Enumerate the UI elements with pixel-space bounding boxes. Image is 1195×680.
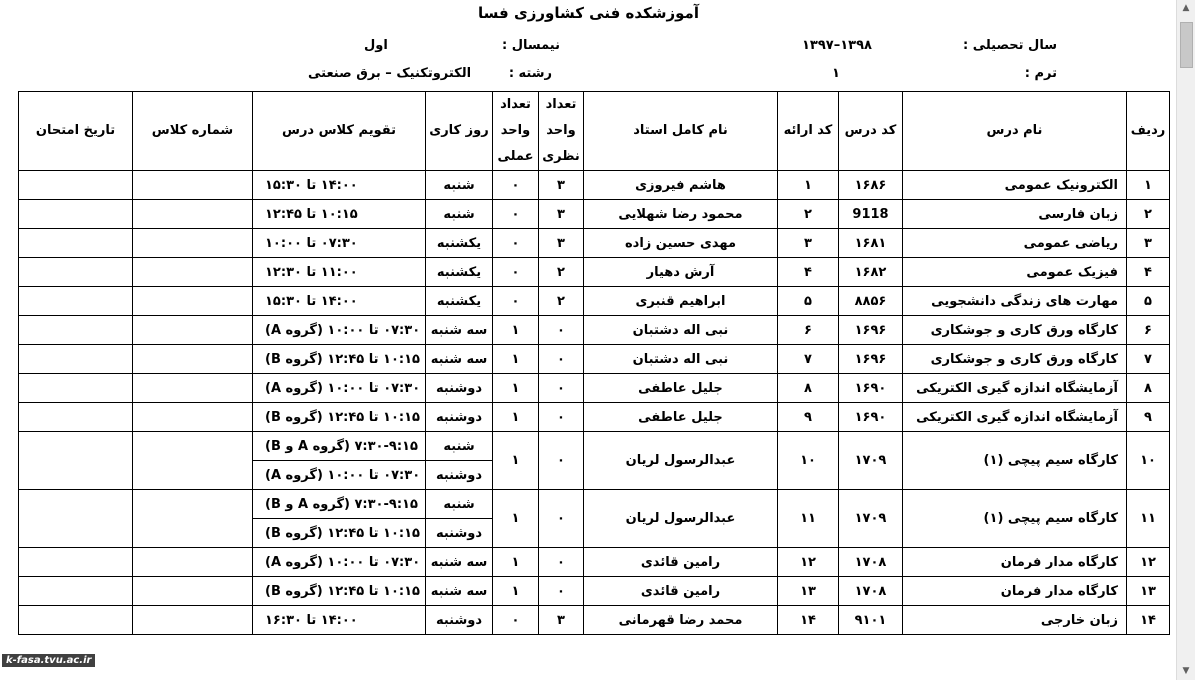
class-schedule: ۰۷:۳۰ تا ۱۰:۰۰ (گروه A) (253, 461, 426, 490)
table-row (19, 432, 1170, 461)
course-name: مهارت های زندگی دانشجویی (903, 287, 1127, 316)
class-schedule: ۱۴:۰۰ تا ۱۶:۳۰ (253, 606, 426, 635)
exam-cell (19, 577, 133, 606)
course-name: کارگاه سیم پیچی (۱) (903, 432, 1127, 490)
teacher-name: آرش دهیار (584, 258, 778, 287)
class-schedule: ۱۰:۱۵ تا ۱۲:۴۵ (گروه B) (253, 519, 426, 548)
theory-units: ۳ (539, 606, 584, 635)
class-schedule: ۱۰:۱۵ تا ۱۲:۴۵ (گروه B) (253, 577, 426, 606)
practical-units: ۰ (493, 229, 539, 258)
semester-value: اول (364, 38, 388, 53)
row-number: ۷ (1127, 345, 1170, 374)
room-cell (133, 606, 253, 635)
teacher-name: هاشم فیروزی (584, 171, 778, 200)
room-cell (133, 258, 253, 287)
vertical-scrollbar[interactable] (1176, 0, 1195, 680)
course-name: کارگاه مدار فرمان (903, 577, 1127, 606)
exam-cell (19, 432, 133, 490)
class-schedule: ۰۷:۳۰ تا ۱۰:۰۰ (گروه A) (253, 374, 426, 403)
theory-units: ۲ (539, 287, 584, 316)
offer-code: ۱۰ (778, 432, 839, 490)
class-day: سه شنبه (426, 548, 493, 577)
academic-year-label: سال تحصیلی : (962, 38, 1057, 53)
col-teacher-header: نام کامل استاد (584, 92, 778, 171)
practical-units: ۱ (493, 374, 539, 403)
class-day: شنبه (426, 171, 493, 200)
scroll-up-icon[interactable]: ▲ (1182, 3, 1190, 13)
course-code: ۹۱۰۱ (839, 606, 903, 635)
practical-units: ۱ (493, 432, 539, 490)
class-schedule: ۱۰:۱۵ تا ۱۲:۴۵ (253, 200, 426, 229)
room-cell (133, 490, 253, 548)
class-day: دوشنبه (426, 606, 493, 635)
offer-code: ۱۱ (778, 490, 839, 548)
semester-label: نیمسال : (501, 38, 560, 53)
theory-units: ۰ (539, 345, 584, 374)
row-number: ۱۲ (1127, 548, 1170, 577)
course-name: کارگاه سیم پیچی (۱) (903, 490, 1127, 548)
theory-units: ۰ (539, 548, 584, 577)
course-code: ۱۷۰۹ (839, 432, 903, 490)
col-offer-code-header: کد ارائه (778, 92, 839, 171)
col-row-header: ردیف (1127, 92, 1170, 171)
room-cell (133, 345, 253, 374)
table-header-row (19, 92, 1170, 171)
room-cell (133, 200, 253, 229)
col-schedule-header: تقویم کلاس درس (253, 92, 426, 171)
teacher-name: جلیل عاطفی (584, 374, 778, 403)
class-day: یکشنبه (426, 287, 493, 316)
class-schedule: ۱۰:۱۵ تا ۱۲:۴۵ (گروه B) (253, 403, 426, 432)
course-name: زبان خارجی (903, 606, 1127, 635)
theory-units: ۰ (539, 403, 584, 432)
row-number: ۱۴ (1127, 606, 1170, 635)
row-number: ۸ (1127, 374, 1170, 403)
practical-units: ۰ (493, 258, 539, 287)
practical-units: ۰ (493, 200, 539, 229)
teacher-name: ابراهیم قنبری (584, 287, 778, 316)
practical-units: ۰ (493, 171, 539, 200)
exam-cell (19, 229, 133, 258)
course-name: ریاضی عمومی (903, 229, 1127, 258)
col-room-header: شماره کلاس (133, 92, 253, 171)
table-row (19, 200, 1170, 229)
scroll-down-icon[interactable]: ▼ (1182, 666, 1190, 676)
term-value: ۱ (832, 66, 840, 81)
offer-code: ۳ (778, 229, 839, 258)
practical-units: ۱ (493, 548, 539, 577)
table-row (19, 548, 1170, 577)
row-number: ۳ (1127, 229, 1170, 258)
teacher-name: جلیل عاطفی (584, 403, 778, 432)
room-cell (133, 229, 253, 258)
exam-cell (19, 287, 133, 316)
row-number: ۵ (1127, 287, 1170, 316)
room-cell (133, 316, 253, 345)
col-course-code-header: کد درس (839, 92, 903, 171)
exam-cell (19, 403, 133, 432)
course-code: ۱۶۹۶ (839, 345, 903, 374)
class-schedule: ۱۱:۰۰ تا ۱۲:۳۰ (253, 258, 426, 287)
table-row (19, 345, 1170, 374)
practical-units: ۰ (493, 287, 539, 316)
offer-code: ۸ (778, 374, 839, 403)
row-number: ۱۳ (1127, 577, 1170, 606)
course-name: کارگاه ورق کاری و جوشکاری (903, 345, 1127, 374)
exam-cell (19, 200, 133, 229)
class-schedule: ۰۷:۳۰ تا ۱۰:۰۰ (253, 229, 426, 258)
class-day: سه شنبه (426, 345, 493, 374)
offer-code: ۱۴ (778, 606, 839, 635)
class-day: یکشنبه (426, 229, 493, 258)
course-code: ۸۸۵۶ (839, 287, 903, 316)
field-value: الکتروتکنیک – برق صنعتی (308, 66, 472, 81)
exam-cell (19, 258, 133, 287)
room-cell (133, 374, 253, 403)
teacher-name: نبی اله دشتبان (584, 345, 778, 374)
course-code: ۱۶۸۲ (839, 258, 903, 287)
teacher-name: عبدالرسول لریان (584, 490, 778, 548)
exam-cell (19, 345, 133, 374)
practical-units: ۱ (493, 577, 539, 606)
class-schedule: ۰۷:۳۰ تا ۱۰:۰۰ (گروه A) (253, 548, 426, 577)
table-row (19, 403, 1170, 432)
course-code: 9118 (839, 200, 903, 229)
table-row (19, 316, 1170, 345)
practical-units: ۱ (493, 403, 539, 432)
table-row (19, 606, 1170, 635)
class-schedule: ۰۷:۳۰ تا ۱۰:۰۰ (گروه A) (253, 316, 426, 345)
course-code: ۱۶۹۰ (839, 374, 903, 403)
practical-units: ۱ (493, 345, 539, 374)
offer-code: ۹ (778, 403, 839, 432)
room-cell (133, 171, 253, 200)
table-row (19, 287, 1170, 316)
exam-cell (19, 548, 133, 577)
offer-code: ۷ (778, 345, 839, 374)
exam-cell (19, 490, 133, 548)
col-exam-header: تاریخ امتحان (19, 92, 133, 171)
table-row (19, 229, 1170, 258)
practical-units: ۰ (493, 606, 539, 635)
room-cell (133, 287, 253, 316)
class-day: شنبه (426, 432, 493, 461)
row-number: ۴ (1127, 258, 1170, 287)
theory-units: ۰ (539, 577, 584, 606)
course-code: ۱۶۸۱ (839, 229, 903, 258)
room-cell (133, 403, 253, 432)
col-practical-units-header: تعداد واحد عملی (493, 92, 539, 171)
room-cell (133, 548, 253, 577)
row-number: ۱ (1127, 171, 1170, 200)
course-name: زبان فارسی (903, 200, 1127, 229)
practical-units: ۱ (493, 316, 539, 345)
class-day: دوشنبه (426, 374, 493, 403)
row-number: ۹ (1127, 403, 1170, 432)
theory-units: ۰ (539, 432, 584, 490)
table-row (19, 490, 1170, 519)
col-theory-units-header: تعداد واحد نظری (539, 92, 584, 171)
course-name: کارگاه ورق کاری و جوشکاری (903, 316, 1127, 345)
document-title: آموزشکده فنی کشاورزی فسا (478, 4, 699, 22)
class-day: شنبه (426, 200, 493, 229)
course-name: آزمایشگاه اندازه گیری الکتریکی (903, 374, 1127, 403)
teacher-name: رامین قائدی (584, 577, 778, 606)
class-schedule: ۷:۳۰-۹:۱۵ (گروه A و B) (253, 432, 426, 461)
class-schedule: ۱۰:۱۵ تا ۱۲:۴۵ (گروه B) (253, 345, 426, 374)
row-number: ۱۰ (1127, 432, 1170, 490)
room-cell (133, 432, 253, 490)
class-day: یکشنبه (426, 258, 493, 287)
class-day: سه شنبه (426, 316, 493, 345)
course-name: الکترونیک عمومی (903, 171, 1127, 200)
course-name: فیزیک عمومی (903, 258, 1127, 287)
schedule-table (18, 91, 1170, 635)
offer-code: ۲ (778, 200, 839, 229)
course-code: ۱۶۸۶ (839, 171, 903, 200)
offer-code: ۱۳ (778, 577, 839, 606)
offer-code: ۴ (778, 258, 839, 287)
class-schedule: ۱۴:۰۰ تا ۱۵:۳۰ (253, 171, 426, 200)
course-code: ۱۶۹۶ (839, 316, 903, 345)
course-name: آزمایشگاه اندازه گیری الکتریکی (903, 403, 1127, 432)
exam-cell (19, 171, 133, 200)
class-schedule: ۱۴:۰۰ تا ۱۵:۳۰ (253, 287, 426, 316)
class-day: شنبه (426, 490, 493, 519)
teacher-name: مهدی حسین زاده (584, 229, 778, 258)
table-row (19, 374, 1170, 403)
teacher-name: محمد رضا قهرمانی (584, 606, 778, 635)
theory-units: ۳ (539, 229, 584, 258)
teacher-name: محمود رضا شهلایی (584, 200, 778, 229)
row-number: ۶ (1127, 316, 1170, 345)
practical-units: ۱ (493, 490, 539, 548)
theory-units: ۰ (539, 490, 584, 548)
course-name: کارگاه مدار فرمان (903, 548, 1127, 577)
col-course-header: نام درس (903, 92, 1127, 171)
course-code: ۱۷۰۹ (839, 490, 903, 548)
col-day-header: روز کاری (426, 92, 493, 171)
course-code: ۱۶۹۰ (839, 403, 903, 432)
theory-units: ۰ (539, 374, 584, 403)
room-cell (133, 577, 253, 606)
theory-units: ۰ (539, 316, 584, 345)
class-day: دوشنبه (426, 461, 493, 490)
row-number: ۲ (1127, 200, 1170, 229)
offer-code: ۱ (778, 171, 839, 200)
theory-units: ۳ (539, 200, 584, 229)
academic-year-value: ۱۳۹۸–۱۳۹۷ (802, 38, 872, 53)
exam-cell (19, 374, 133, 403)
offer-code: ۶ (778, 316, 839, 345)
class-day: دوشنبه (426, 519, 493, 548)
class-schedule: ۷:۳۰-۹:۱۵ (گروه A و B) (253, 490, 426, 519)
row-number: ۱۱ (1127, 490, 1170, 548)
offer-code: ۵ (778, 287, 839, 316)
theory-units: ۲ (539, 258, 584, 287)
exam-cell (19, 606, 133, 635)
course-code: ۱۷۰۸ (839, 577, 903, 606)
theory-units: ۳ (539, 171, 584, 200)
table-row (19, 258, 1170, 287)
exam-cell (19, 316, 133, 345)
course-code: ۱۷۰۸ (839, 548, 903, 577)
field-label: رشته : (508, 66, 552, 81)
site-watermark: k-fasa.tvu.ac.ir (2, 654, 95, 667)
teacher-name: رامین قائدی (584, 548, 778, 577)
term-label: ترم : (1024, 66, 1057, 81)
class-day: دوشنبه (426, 403, 493, 432)
table-row (19, 577, 1170, 606)
teacher-name: نبی اله دشتبان (584, 316, 778, 345)
class-day: سه شنبه (426, 577, 493, 606)
teacher-name: عبدالرسول لریان (584, 432, 778, 490)
table-row (19, 171, 1170, 200)
scrollbar-thumb[interactable] (1180, 22, 1193, 68)
offer-code: ۱۲ (778, 548, 839, 577)
